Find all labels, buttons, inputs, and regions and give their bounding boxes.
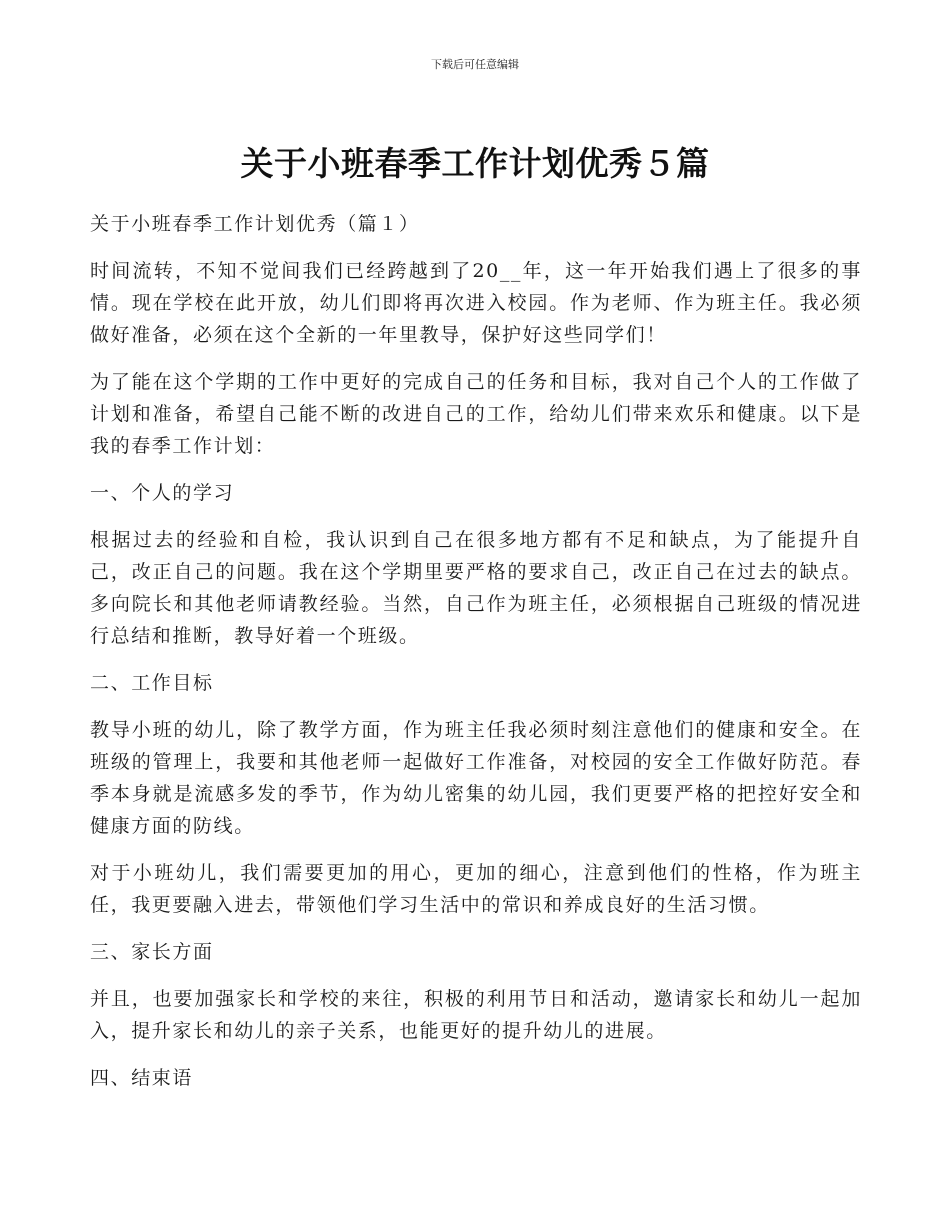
section-subtitle: 关于小班春季工作计划优秀（篇１） <box>90 213 420 235</box>
heading-conclusion: 四、结束语 <box>90 1067 194 1089</box>
document-title: 关于小班春季工作计划优秀５篇 <box>240 144 710 183</box>
heading-work-goals: 二、工作目标 <box>90 672 214 694</box>
heading-personal-study: 一、个人的学习 <box>90 482 235 504</box>
paragraph-4: 教导小班的幼儿，除了教学方面，作为班主任我必须时刻注意他们的健康和安全。在班级的管理上，我要和其他老师一起做好工作准备，对校园的安全工作做好防范。春季本身就是流感多发的季节，作为幼儿密集的幼儿园，我们更要严格的把控好安全和健康方面的防线。 <box>90 719 862 837</box>
heading-parents: 三、家长方面 <box>90 941 214 963</box>
paragraph-6: 并且，也要加强家长和学校的来往，积极的利用节日和活动，邀请家长和幼儿一起加入，提升家长和幼儿的亲子关系，也能更好的提升幼儿的进展。 <box>90 988 862 1042</box>
paragraph-1: 时间流转，不知不觉间我们已经跨越到了20__年，这一年开始我们遇上了很多的事情。现在学校在此开放，幼儿们即将再次进入校园。作为老师、作为班主任。我必须做好准备，必须在这个全新的一年里教导，保护好这些同学们！ <box>90 260 862 346</box>
paragraph-2: 为了能在这个学期的工作中更好的完成自己的任务和目标，我对自己个人的工作做了计划和准备，希望自己能不断的改进自己的工作，给幼儿们带来欢乐和健康。以下是我的春季工作计划： <box>90 371 862 457</box>
paragraph-3: 根据过去的经验和自检，我认识到自己在很多地方都有不足和缺点，为了能提升自己，改正自己的问题。我在这个学期里要严格的要求自己，改正自己在过去的缺点。多向院长和其他老师请教经验。当然，自己作为班主任，必须根据自己班级的情况进行总结和推断，教导好着一个班级。 <box>90 529 862 647</box>
paragraph-5: 对于小班幼儿，我们需要更加的用心，更加的细心，注意到他们的性格，作为班主任，我更要融入进去，带领他们学习生活中的常识和养成良好的生活习惯。 <box>90 862 862 916</box>
document-body <box>90 208 862 1109</box>
header-note: 下载后可任意编辑 <box>431 58 519 71</box>
